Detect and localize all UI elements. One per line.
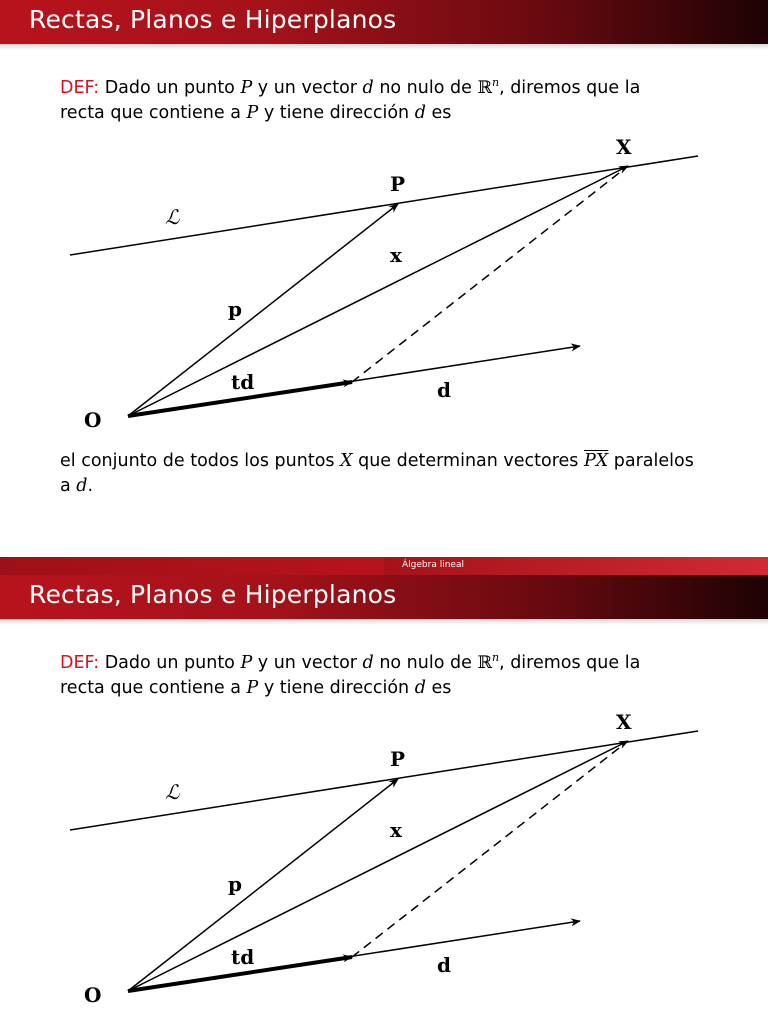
footer-text: Álgebra lineal [402,560,464,570]
def2-text-1: Dado un punto [99,652,241,673]
var2-d: d [362,652,374,673]
title-bar [0,0,768,44]
definition-text-2 [60,645,740,701]
var-P-2: P [246,102,259,123]
concl-b: que determinan vectores [352,451,584,471]
var-X: X [340,451,353,471]
exponent-n-2: n [491,651,500,664]
dashed-td-to-X-2 [352,741,628,957]
label-x-2: x [390,818,402,842]
var2-d-2: d [414,677,426,698]
def-line2-b: y tiene dirección [258,102,415,123]
concl-line2-a: a [60,476,77,496]
def2-line2-a: recta que contiene a [60,677,247,698]
label-p: p [228,297,242,321]
title-shadow [0,44,768,50]
reals-symbol: ℝ [477,77,492,98]
footer-bar [0,557,768,575]
def2-line2-b: y tiene dirección [258,677,415,698]
var-d-3: d [76,476,88,496]
concl-a: el conjunto de todos los puntos [60,451,341,471]
label-td-2: td [231,945,255,969]
def-text-2: y un vector [252,77,363,98]
def-line2-a: recta que contiene a [60,102,247,123]
vector-x [128,166,628,416]
def-text-4: , diremos que la [499,77,641,98]
label-P: P [390,172,406,196]
concl-c: paralelos [608,451,694,471]
slide-title: Rectas, Planos e Hiperplanos [29,5,397,34]
line-diagram-2 [0,700,768,1010]
vector-x-2 [128,741,628,991]
definition-text [60,70,740,126]
dashed-td-to-X [352,166,628,382]
slide-title-2: Rectas, Planos e Hiperplanos [29,580,397,609]
label-L-2: ℒ [165,780,180,804]
exponent-n: n [491,76,500,89]
footer-left [0,557,384,575]
def-keyword: DEF: [60,77,100,98]
vector-p-2 [128,779,398,991]
line-diagram [0,125,768,435]
label-d-2: d [437,953,451,977]
var2-P: P [240,652,253,673]
var-d-2: d [414,102,426,123]
title-shadow-2 [0,619,768,625]
label-P-2: P [390,747,406,771]
vector-PX: $\overline{PX}$ [583,451,609,471]
def-line2-c: es [425,102,452,123]
label-p-2: p [228,872,242,896]
label-X-2: X [616,710,632,734]
slide-2 [0,575,768,1024]
var-d: d [362,77,374,98]
label-L: ℒ [165,205,180,229]
conclusion-text [60,449,740,499]
title-bar-2 [0,575,768,619]
label-x: x [390,243,402,267]
label-d: d [437,378,451,402]
concl-line2-b: . [87,476,94,496]
reals-symbol-2: ℝ [477,652,492,673]
var-P: P [240,77,253,98]
def-text-3: no nulo de [373,77,478,98]
def2-text-3: no nulo de [373,652,478,673]
vector-p [128,204,398,416]
def2-text-2: y un vector [252,652,363,673]
var2-P-2: P [246,677,259,698]
def2-text-4: , diremos que la [499,652,641,673]
def-keyword-2: DEF: [60,652,100,673]
label-X: X [616,135,632,159]
label-O-2: O [84,983,102,1007]
label-O: O [84,408,102,432]
label-td: td [231,370,255,394]
def2-line2-c: es [425,677,452,698]
def-text-1: Dado un punto [99,77,241,98]
